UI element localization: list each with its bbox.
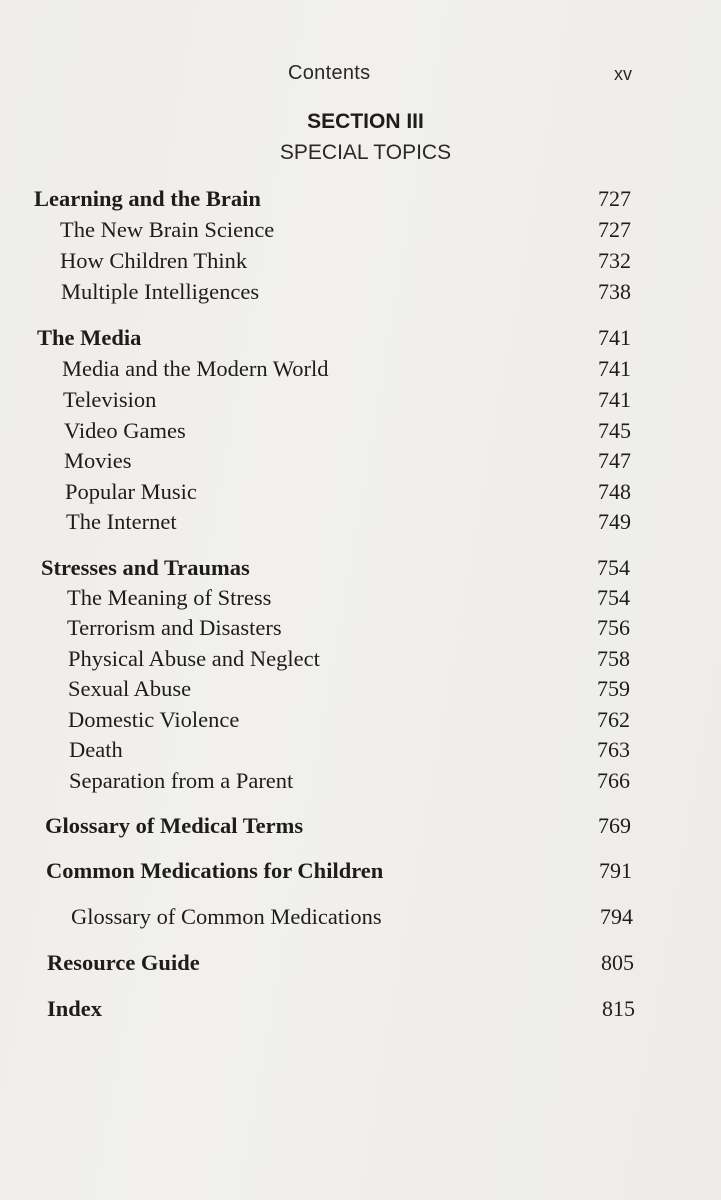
toc-entry-page: 741 [598, 325, 631, 350]
toc-entry-page: 758 [597, 646, 630, 671]
toc-entry-page: 791 [599, 858, 632, 883]
toc-entry-page: 756 [597, 615, 630, 640]
toc-entry-page: 754 [597, 585, 630, 610]
toc-entry-page: 769 [598, 813, 631, 838]
toc-entry-title: Resource Guide [47, 950, 200, 975]
toc-entry-title: Index [47, 996, 103, 1021]
toc-entry-page: 738 [598, 279, 631, 304]
toc-entry-title: Physical Abuse and Neglect [68, 646, 320, 671]
toc-entry-title: Popular Music [65, 479, 197, 504]
running-head [0, 62, 721, 90]
toc-entry-page: 749 [598, 509, 631, 534]
toc-entry-page: 732 [598, 248, 631, 273]
toc-entry-title: Video Games [64, 418, 186, 443]
toc-entry-title: Terrorism and Disasters [67, 615, 282, 640]
toc-entry-page: 741 [598, 356, 631, 381]
toc-entry-page: 794 [600, 904, 633, 929]
toc-entry-title: Separation from a Parent [69, 768, 294, 793]
toc-entry-title: How Children Think [60, 248, 248, 273]
toc-entry-title: Learning and the Brain [34, 186, 261, 211]
toc-entry-title: Death [69, 737, 123, 762]
toc-entry-page: 727 [598, 186, 631, 211]
toc-entry-title: The New Brain Science [60, 217, 275, 242]
section-label: SECTION III [307, 110, 424, 133]
toc-entry-page: 815 [602, 996, 635, 1021]
toc-entry-title: Domestic Violence [68, 707, 240, 732]
toc-entry-page: 741 [598, 387, 631, 412]
toc-entry-title: Glossary of Common Medications [71, 904, 382, 929]
toc-entry-page: 805 [601, 950, 634, 975]
toc-entry-title: Movies [64, 448, 132, 473]
toc-entry-title: The Meaning of Stress [67, 585, 272, 610]
toc-entry-title: Glossary of Medical Terms [45, 813, 304, 838]
toc-entry-page: 727 [598, 217, 631, 242]
toc-entry-title: The Media [37, 325, 142, 350]
toc-entry-page: 763 [597, 737, 630, 762]
toc-entry-title: Multiple Intelligences [61, 279, 260, 304]
section-title: SPECIAL TOPICS [279, 141, 452, 164]
toc-entry-title: Stresses and Traumas [41, 555, 250, 580]
toc-entry-page: 754 [597, 555, 630, 580]
toc-entry-page: 762 [597, 707, 630, 732]
toc-entry-title: Sexual Abuse [68, 676, 192, 701]
page-folio: xv [614, 64, 632, 84]
toc-entry-page: 759 [597, 676, 630, 701]
running-title: Contents [288, 62, 371, 84]
toc-entry-page: 766 [597, 768, 630, 793]
toc-entry-title: Television [63, 387, 157, 412]
toc-entry-page: 748 [598, 479, 631, 504]
toc-entry-title: Media and the Modern World [62, 356, 329, 381]
toc-entry-page: 745 [598, 418, 631, 443]
toc-entry-title: Common Medications for Children [46, 858, 384, 883]
toc-entry-title: The Internet [66, 509, 177, 534]
toc-entry-page: 747 [598, 448, 631, 473]
